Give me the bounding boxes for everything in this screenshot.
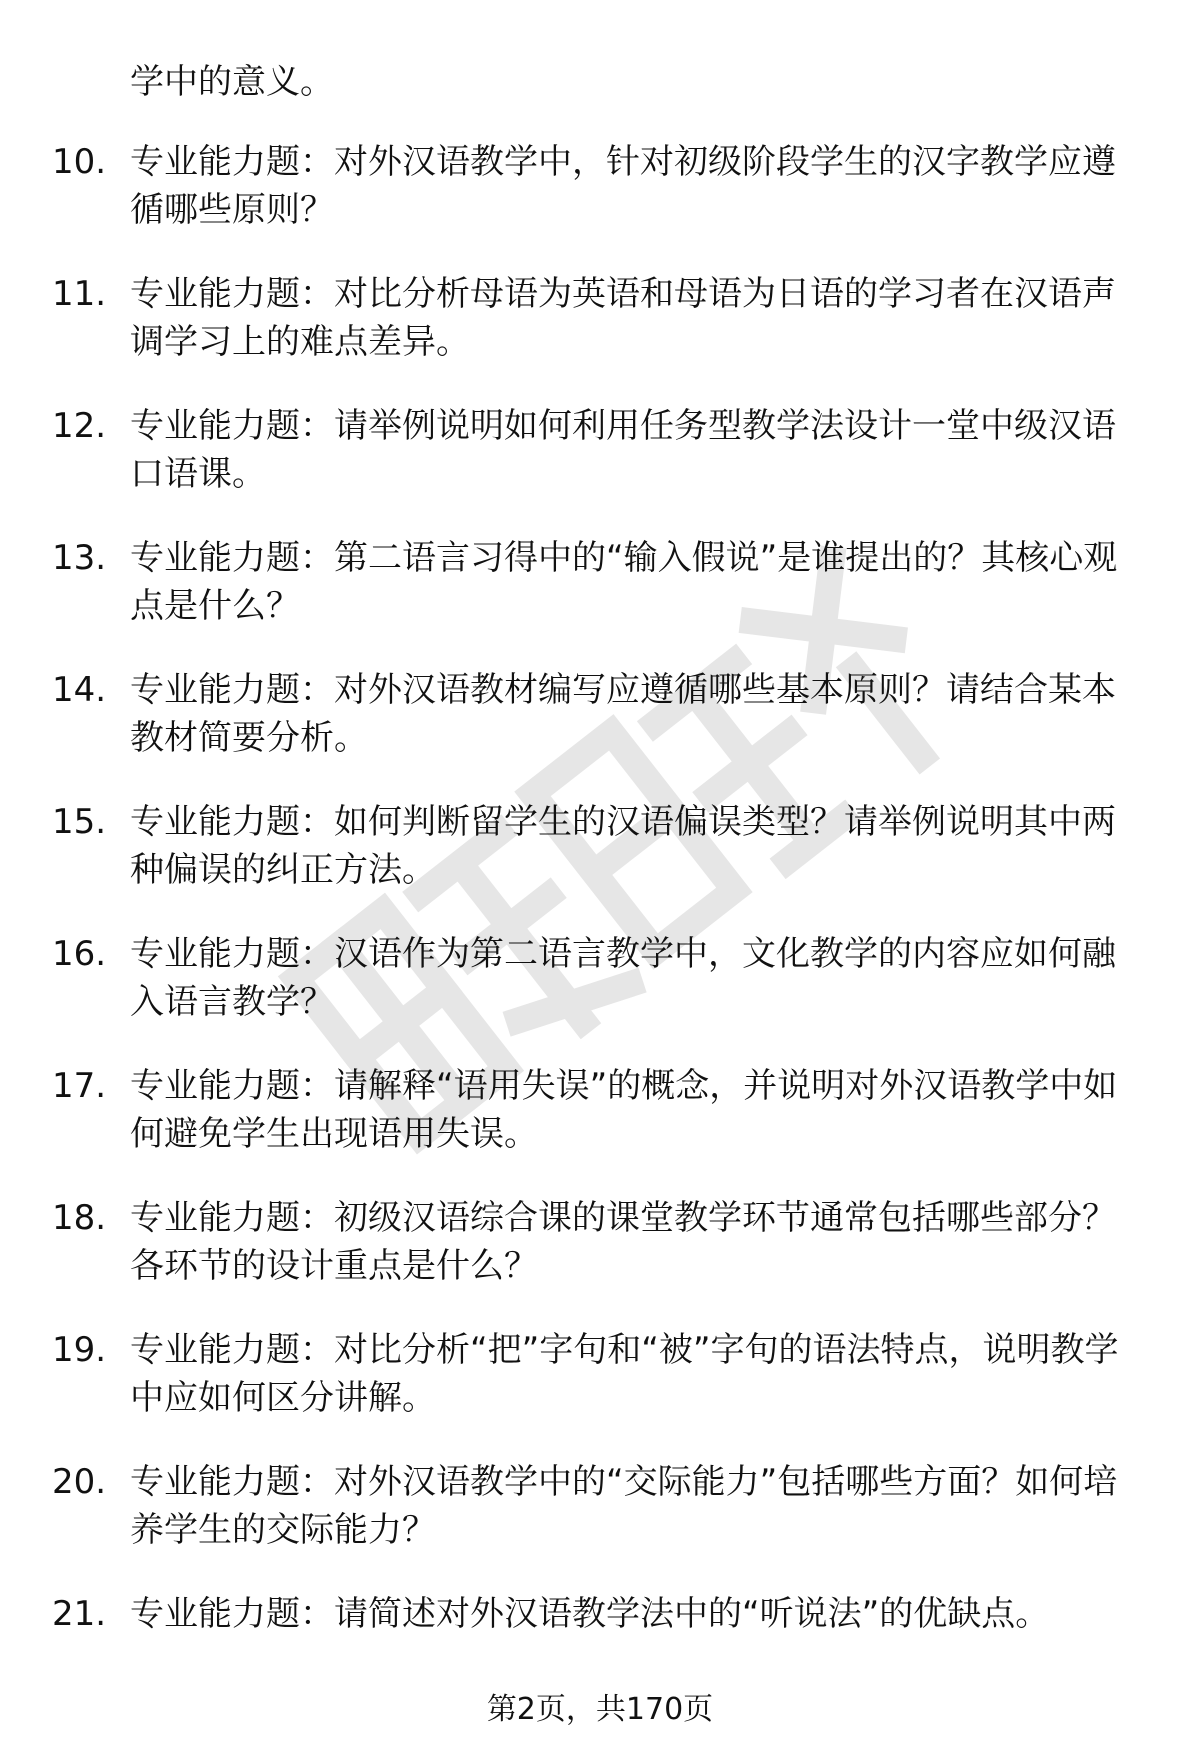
- question-item: [0, 138, 1200, 270]
- question-number: 20.: [52, 1462, 107, 1502]
- question-text: 专业能力题：对外汉语教学中的“交际能力”包括哪些方面？如何培养学生的交际能力？: [130, 1462, 1118, 1550]
- question-number: 15.: [52, 802, 107, 842]
- question-number: 11.: [52, 274, 107, 314]
- question-text: 专业能力题：对外汉语教材编写应遵循哪些基本原则？请结合某本教材简要分析。: [130, 670, 1116, 758]
- question-text: 专业能力题：请举例说明如何利用任务型教学法设计一堂中级汉语口语课。: [130, 406, 1116, 494]
- question-number: 19.: [52, 1330, 107, 1370]
- question-item: [0, 930, 1200, 1062]
- question-number: 16.: [52, 934, 107, 974]
- question-text: 专业能力题：汉语作为第二语言教学中，文化教学的内容应如何融入语言教学？: [130, 934, 1116, 1022]
- question-item: [0, 1458, 1200, 1590]
- question-list: [0, 138, 1200, 1722]
- question-text: 专业能力题：对比分析母语为英语和母语为日语的学习者在汉语声调学习上的难点差异。: [130, 274, 1116, 362]
- question-item: [0, 798, 1200, 930]
- question-text: 专业能力题：第二语言习得中的“输入假说”是谁提出的？其核心观点是什么？: [130, 538, 1118, 626]
- question-number: 17.: [52, 1066, 107, 1106]
- question-text: 专业能力题：对比分析“把”字句和“被”字句的语法特点，说明教学中应如何区分讲解。: [130, 1330, 1119, 1418]
- question-text: 专业能力题：请简述对外汉语教学法中的“听说法”的优缺点。: [130, 1594, 1050, 1634]
- question-number: 10.: [52, 142, 107, 182]
- question-number: 13.: [52, 538, 107, 578]
- question-item: [0, 534, 1200, 666]
- question-item: [0, 1326, 1200, 1458]
- question-text: 专业能力题：请解释“语用失误”的概念，并说明对外汉语教学中如何避免学生出现语用失误。: [130, 1066, 1118, 1154]
- question-item: [0, 1062, 1200, 1194]
- question-text: 专业能力题：如何判断留学生的汉语偏误类型？请举例说明其中两种偏误的纠正方法。: [130, 802, 1116, 890]
- question-number: 14.: [52, 670, 107, 710]
- question-item: [0, 666, 1200, 798]
- question-number: 21.: [52, 1594, 107, 1634]
- question-item: [0, 402, 1200, 534]
- question-text: 专业能力题：对外汉语教学中，针对初级阶段学生的汉字教学应遵循哪些原则？: [130, 142, 1116, 230]
- question-number: 12.: [52, 406, 107, 446]
- question-item: [0, 270, 1200, 402]
- page-footer: 第2页，共170页: [486, 1692, 714, 1727]
- question-text: 专业能力题：初级汉语综合课的课堂教学环节通常包括哪些部分？各环节的设计重点是什么？: [130, 1198, 1116, 1286]
- continuation-text: 学中的意义。: [130, 62, 334, 102]
- question-item: [0, 1194, 1200, 1326]
- question-number: 18.: [52, 1198, 107, 1238]
